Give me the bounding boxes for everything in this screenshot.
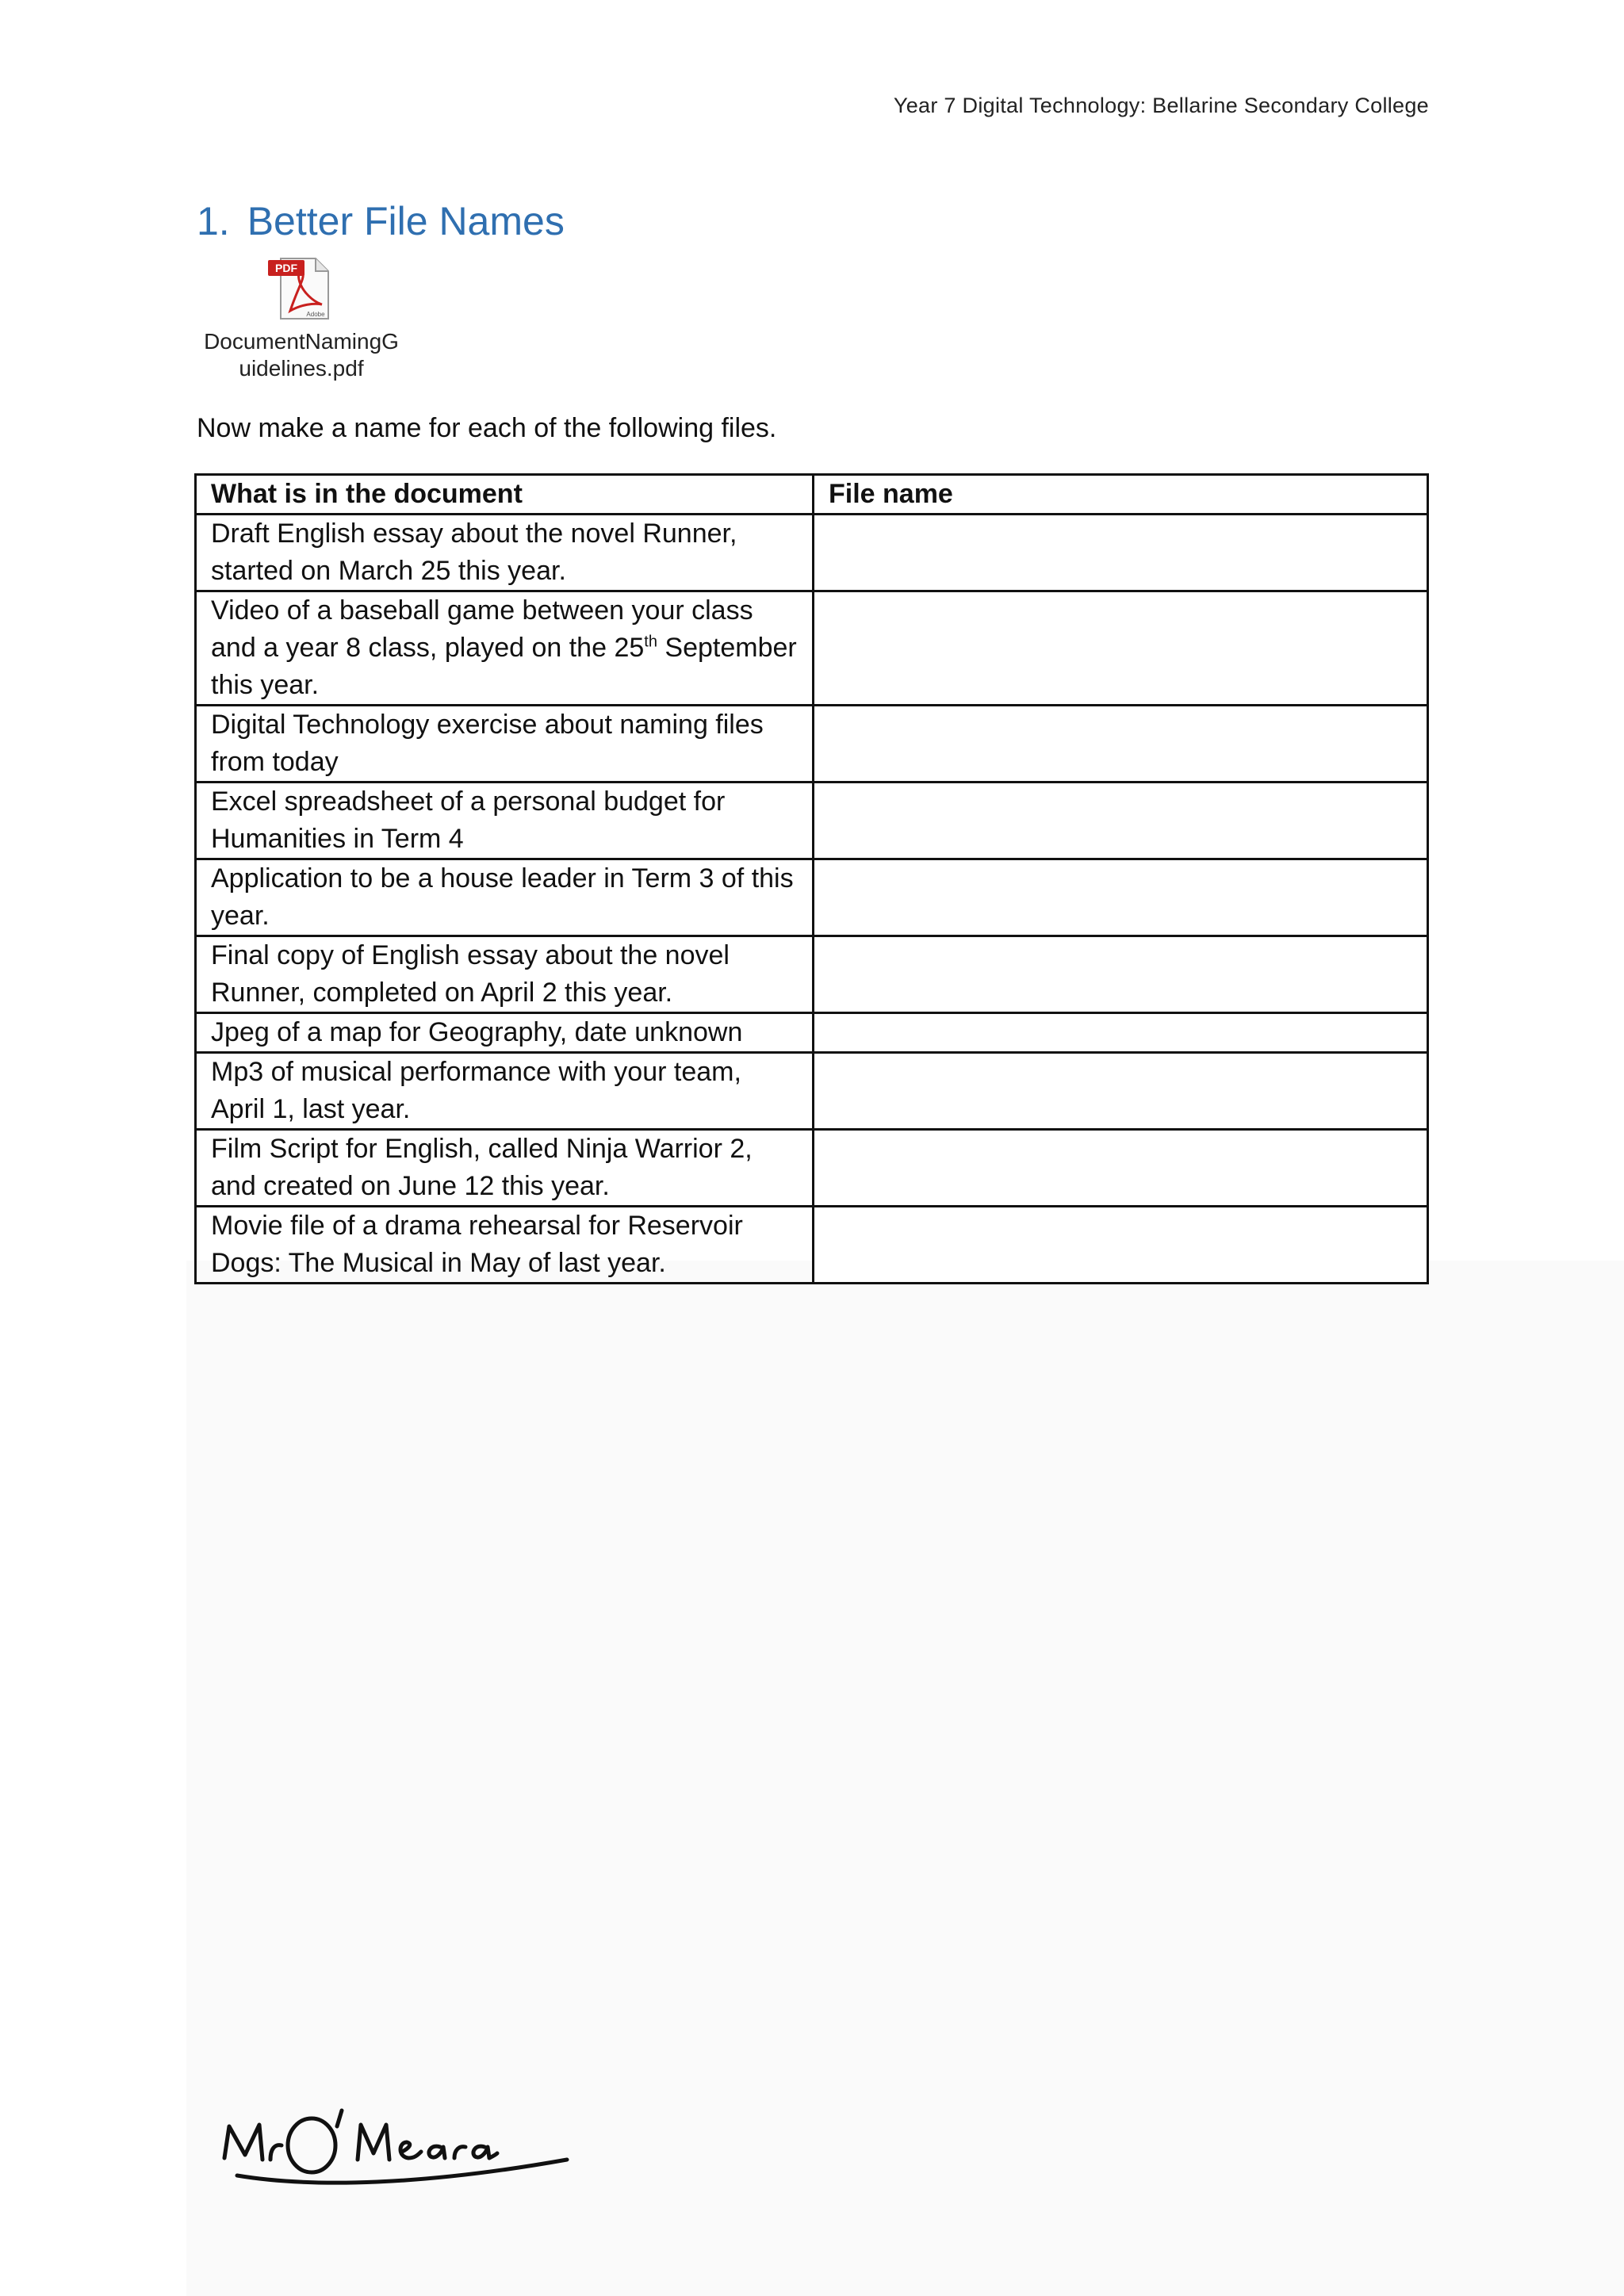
file-name-cell[interactable] [814, 936, 1428, 1013]
pdf-attachment[interactable] [194, 255, 408, 382]
document-description-cell: Mp3 of musical performance with your team, April 1, last year. [196, 1053, 814, 1130]
attachment-filename-line1: DocumentNamingG [204, 329, 399, 354]
table-row [196, 936, 1428, 1013]
table-row [196, 783, 1428, 859]
table-row [196, 1130, 1428, 1207]
table-row [196, 859, 1428, 936]
document-description-cell: Draft English essay about the novel Runner, started on March 25 this year. [196, 515, 814, 591]
column-header-description: What is in the document [196, 475, 814, 515]
document-description-cell: Application to be a house leader in Term 3 of this year. [196, 859, 814, 936]
file-name-cell[interactable] [814, 1130, 1428, 1207]
document-description-cell: Video of a baseball game between your class and a year 8 class, played on the 25th September this year. [196, 591, 814, 706]
document-description-cell: Movie file of a drama rehearsal for Reservoir Dogs: The Musical in May of last year. [196, 1207, 814, 1284]
file-name-cell[interactable] [814, 1207, 1428, 1284]
document-description-cell: Jpeg of a map for Geography, date unknown [196, 1013, 814, 1053]
file-name-cell[interactable] [814, 783, 1428, 859]
section-number: 1. [197, 199, 230, 243]
column-header-file-name: File name [814, 475, 1428, 515]
section-title-text: Better File Names [247, 199, 565, 243]
file-name-cell[interactable] [814, 859, 1428, 936]
file-name-cell[interactable] [814, 591, 1428, 706]
svg-text:Adobe: Adobe [306, 311, 325, 318]
table-row [196, 1053, 1428, 1130]
table-row [196, 1013, 1428, 1053]
document-description-cell: Digital Technology exercise about naming files from today [196, 706, 814, 783]
file-name-cell[interactable] [814, 515, 1428, 591]
table-row [196, 1207, 1428, 1284]
table-row [196, 591, 1428, 706]
table-header-row [196, 475, 1428, 515]
file-name-cell[interactable] [814, 1053, 1428, 1130]
file-name-cell[interactable] [814, 706, 1428, 783]
attachment-filename-line2: uidelines.pdf [239, 356, 364, 381]
document-description-cell: Final copy of English essay about the novel Runner, completed on April 2 this year. [196, 936, 814, 1013]
file-name-cell[interactable] [814, 1013, 1428, 1053]
table-row [196, 515, 1428, 591]
running-header: Year 7 Digital Technology: Bellarine Secondary College [893, 94, 1429, 117]
pdf-badge: PDF [275, 262, 297, 274]
pdf-file-icon [266, 255, 336, 322]
instruction-text: Now make a name for each of the following files. [197, 413, 777, 443]
table-row [196, 706, 1428, 783]
signature-image [218, 2093, 591, 2196]
document-description-cell: Excel spreadsheet of a personal budget for Humanities in Term 4 [196, 783, 814, 859]
file-naming-table [194, 473, 1429, 1284]
document-description-cell: Film Script for English, called Ninja Warrior 2, and created on June 12 this year. [196, 1130, 814, 1207]
section-title [197, 198, 565, 244]
